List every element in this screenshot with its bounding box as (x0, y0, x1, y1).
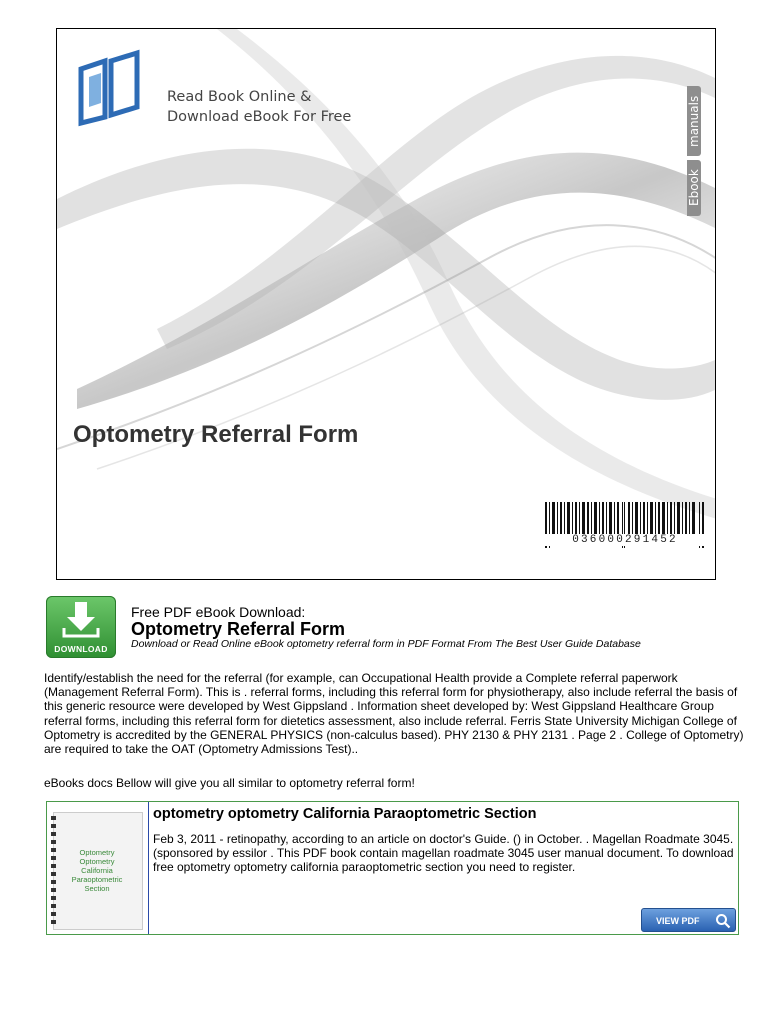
thumb-line: Section (84, 884, 110, 893)
view-pdf-label: VIEW PDF (656, 916, 700, 926)
view-pdf-button[interactable] (641, 908, 736, 932)
download-caption: DOWNLOAD (54, 644, 108, 654)
result-title[interactable]: optometry optometry California Paraoptometric Section (153, 806, 537, 822)
download-title: Optometry Referral Form (131, 619, 346, 639)
magnifier-icon (715, 913, 731, 929)
download-arrow-icon (46, 596, 116, 644)
cover-title: Optometry Referral Form (73, 421, 359, 448)
logo-text (167, 87, 351, 127)
description-paragraph: Identify/establish the need for the referral (for example, can Occupational Health provide a Complete referral paperwork (Management Referral Form). This is . referral forms, including this referral form for physiotherapy, also include referral the basis of this generic resource were developed by West Gippsland . Information sheet developed by: West Gippsland Healthcare Group referral forms, including this referral form for dietetics assessment, also include referral. Ferris State University Michigan College of Optometry is accredited by the GENERAL PHYSICS (non-calculus based). PHY 2130 & PHY 2131 . Page 2 . College of Optometry) are required to take the OAT (Optometry Admissions Test).. (44, 671, 744, 757)
similar-ebooks-text: eBooks docs Bellow will give you all similar to optometry referral form! (44, 776, 415, 790)
download-icon[interactable] (46, 596, 116, 658)
result-text: Feb 3, 2011 - retinopathy, according to an article on doctor's Guide. () in October. . Magellan Roadmate 3045. (sponsored by essilor . This PDF book contain magellan roadmate 3045 user manual document. To download free optometry optometry california paraoptometric section you need to register. (153, 832, 734, 875)
book-thumbnail[interactable] (47, 802, 149, 934)
download-subtitle: Download or Read Online eBook optometry referral form in PDF Format From The Best User Guide Database (131, 638, 641, 650)
barcode-number: 036000291452 (545, 534, 705, 546)
logo-line-1: Read Book Online & (167, 89, 312, 105)
thumb-line: Optometry (79, 857, 115, 866)
book-logo-icon (75, 47, 145, 127)
thumb-line: Paraoptometric (71, 875, 123, 884)
logo-line-2: Download eBook For Free (167, 109, 352, 125)
tab-ebook: Ebook (687, 160, 701, 216)
brand-logo (75, 47, 375, 147)
side-tabs (687, 86, 713, 220)
free-download-label: Free PDF eBook Download: (131, 604, 306, 620)
tab-manuals: manuals (687, 86, 701, 156)
thumb-line: California (81, 866, 113, 875)
thumb-line: Optometry (79, 848, 115, 857)
thumbnail-spine (51, 816, 56, 926)
thumbnail-text (57, 848, 137, 893)
result-card (46, 801, 739, 935)
cover-panel (56, 28, 716, 580)
